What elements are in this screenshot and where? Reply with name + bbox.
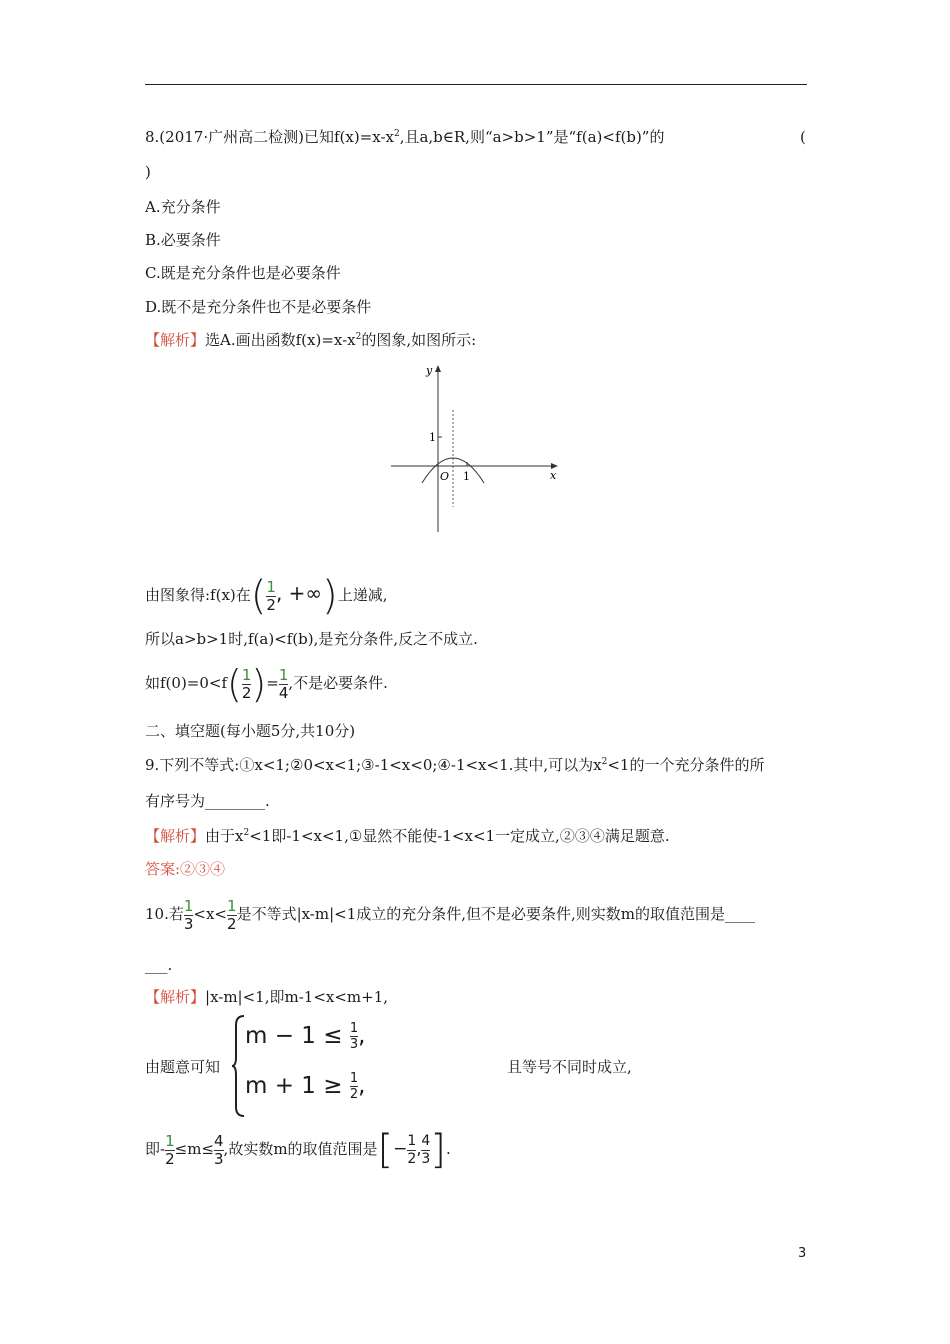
- fraction-four-thirds: $\frac{4}{3}$: [214, 1131, 224, 1168]
- fraction-one-third: $\frac{1}{3}$: [183, 896, 194, 933]
- y-axis-arrow: [435, 365, 441, 372]
- q10-stem: 10.若 $\frac{1}{3}$ <x< $\frac{1}{2}$ 是不等式|x-m|<1成立的充分条件,但不是必要条件,则实数m的取值范围是____: [145, 896, 756, 933]
- system-eq-2: m + 1 ≥ $\frac{1}{2}$ ,: [245, 1071, 366, 1102]
- q8-paren-open: (: [800, 128, 806, 146]
- x-axis-label: x: [550, 469, 557, 482]
- q10-final: 即- $\frac{1}{2}$ ≤m≤ $\frac{4}{3}$ ,故实数m的取值范围是[− $\frac{1}{2}$ , $\frac{4}{3}$ ].: [145, 1127, 451, 1173]
- q10-stem-line2: ___.: [145, 956, 173, 974]
- q8-option-c: C.既是充分条件也是必要条件: [145, 264, 341, 282]
- q9-solution: 【解析】由于$x^2<1$即-1<x<1,①显然不能使-1<x<1一定成立,②③④满足题意.: [145, 827, 670, 845]
- system-eq-1: m − 1 ≤ $\frac{1}{3}$ ,: [245, 1021, 366, 1052]
- fraction-one-quarter: $\frac{1}{4}$: [278, 665, 289, 702]
- system-intro: 由题意可知: [145, 1058, 221, 1076]
- solution-tag: 【解析】: [145, 331, 206, 349]
- q8-option-b: B.必要条件: [145, 231, 221, 249]
- left-brace: [231, 1015, 245, 1117]
- q8-solution-intro: 【解析】选A.画出函数$f(x)=x-x^2$的图象,如图所示:: [145, 331, 477, 349]
- x-one-label: 1: [463, 470, 470, 483]
- q8-solution-counterexample: 如f(0)=0<f( $\frac{1}{2}$ )= $\frac{1}{4}$ ,不是必要条件.: [145, 662, 388, 706]
- origin-label: O: [440, 470, 450, 483]
- system-condition: 且等号不同时成立,: [507, 1058, 632, 1076]
- fraction-one-half: $\frac{1}{2}$: [266, 577, 276, 614]
- q8-solution-decreasing: 由图象得:f(x)在( $\frac{1}{2}$ , +∞)上递减,: [145, 573, 388, 619]
- range-upper-fraction: $\frac{4}{3}$: [421, 1132, 431, 1167]
- q8-solution-sufficient: 所以a>b>1时,f(a)<f(b),是充分条件,反之不成立.: [145, 630, 478, 648]
- range-lower-fraction: $\frac{1}{2}$: [407, 1132, 417, 1167]
- q8-option-d: D.既不是充分条件也不是必要条件: [145, 298, 372, 316]
- q10-solution-intro: 【解析】|x-m|<1,即m-1<x<m+1,: [145, 988, 389, 1006]
- y-axis-label: y: [426, 364, 433, 377]
- q9-stem-line2: 有序号为________.: [145, 792, 270, 810]
- q8-stem: 8.(2017·广州高二检测)已知$f(x)=x-x^2$,且a,b∈R,则“a>b>1”是“f(a)<f(b)”的: [145, 128, 665, 146]
- solution-tag: 【解析】: [145, 988, 206, 1006]
- fraction-one-half-eq: $\frac{1}{2}$: [349, 1071, 359, 1102]
- fraction-one-half-final: $\frac{1}{2}$: [165, 1131, 175, 1168]
- q8-paren-close: ): [145, 163, 151, 181]
- y-one-label: 1: [429, 431, 436, 444]
- q8-option-a: A.充分条件: [145, 198, 221, 216]
- header-rule: [145, 84, 807, 85]
- fraction-one-third-eq: $\frac{1}{3}$: [349, 1021, 359, 1052]
- fraction-one-half-q10: $\frac{1}{2}$: [227, 896, 237, 933]
- section-title: 二、填空题(每小题5分,共10分): [145, 722, 356, 740]
- page-number: 3: [798, 1246, 807, 1261]
- parabola-graph: [388, 362, 563, 537]
- solution-tag: 【解析】: [145, 827, 206, 845]
- fraction-one-half-arg: $\frac{1}{2}$: [241, 665, 252, 702]
- q9-stem: 9.下列不等式:①x<1;②0<x<1;③-1<x<0;④-1<x<1.其中,可以为$x^2<1$的一个充分条件的所: [145, 756, 765, 774]
- q9-answer: 答案:②③④: [145, 860, 226, 878]
